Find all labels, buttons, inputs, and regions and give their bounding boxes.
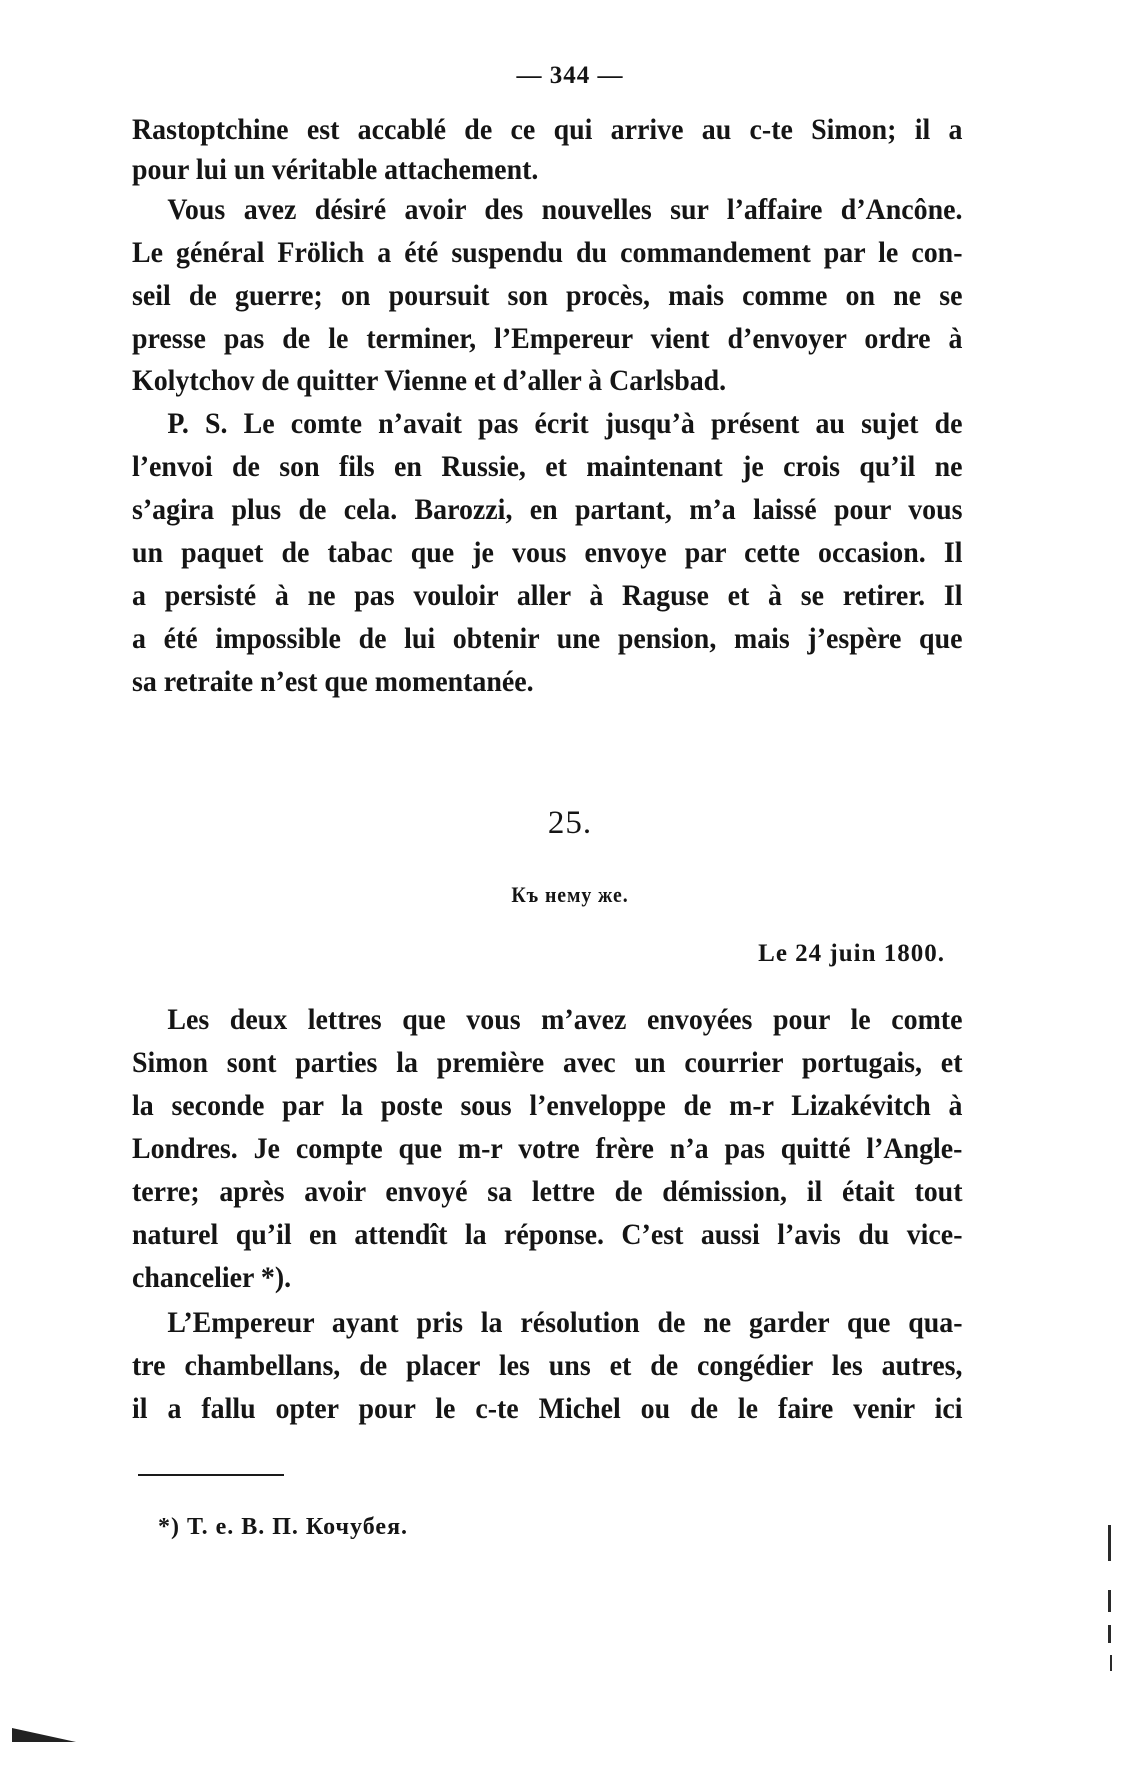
footnote-divider xyxy=(138,1474,284,1476)
text-line: L’Empereur ayant pris la résolution de ne garder que qua- xyxy=(167,1306,963,1339)
text-line: Vous avez désiré avoir des nouvelles sur l’affaire d’Ancône. xyxy=(167,193,963,226)
footnote: *) Т. е. В. П. Кочубея. xyxy=(158,1514,409,1540)
text-line: a été impossible de lui obtenir une pension, mais j’espère que xyxy=(132,622,963,655)
scan-artifact-mark xyxy=(1110,1655,1112,1671)
text-line: l’envoi de son fils en Russie, et maintenant je crois qu’il ne xyxy=(132,450,963,483)
scan-corner-artifact xyxy=(12,1728,76,1742)
text-line: un paquet de tabac que je vous envoye par cette occasion. Il xyxy=(132,536,963,569)
text-line: seil de guerre; on poursuit son procès, mais comme on ne se xyxy=(132,279,963,312)
text-line: s’agira plus de cela. Barozzi, en partant, m’a laissé pour vous xyxy=(132,493,963,526)
text-line: Les deux lettres que vous m’avez envoyées pour le comte xyxy=(167,1003,963,1036)
text-line: Kolytchov de quitter Vienne et d’aller à Carlsbad. xyxy=(132,364,727,397)
letter-date: Le 24 juin 1800. xyxy=(758,940,945,967)
text-line: naturel qu’il en attendît la réponse. C’est aussi l’avis du vice- xyxy=(132,1218,963,1251)
text-line: la seconde par la poste sous l’enveloppe de m-r Lizakévitch à xyxy=(132,1089,963,1122)
text-line: tre chambellans, de placer les uns et de congédier les autres, xyxy=(132,1349,963,1382)
text-line: Le général Frölich a été suspendu du commandement par le con- xyxy=(132,236,963,269)
scan-artifact-mark xyxy=(1108,1590,1111,1612)
text-line: Simon sont parties la première avec un courrier portugais, et xyxy=(132,1046,963,1079)
scan-artifact-mark xyxy=(1108,1625,1111,1643)
letter-heading: Къ нему же. xyxy=(511,882,629,907)
text-line: chancelier *). xyxy=(132,1261,292,1294)
text-line: Rastoptchine est accablé de ce qui arrive au c-te Simon; il a xyxy=(132,113,963,146)
text-line: terre; après avoir envoyé sa lettre de démission, il était tout xyxy=(132,1175,963,1208)
page-number: — 344 — xyxy=(516,62,624,89)
text-line: presse pas de le terminer, l’Empereur vient d’envoyer ordre à xyxy=(132,322,963,355)
text-line: a persisté à ne pas vouloir aller à Raguse et à se retirer. Il xyxy=(132,579,963,612)
text-line: pour lui un véritable attachement. xyxy=(132,153,539,186)
text-line: il a fallu opter pour le c-te Michel ou de le faire venir ici xyxy=(132,1392,963,1425)
letter-number: 25. xyxy=(547,805,593,841)
scan-artifact-mark xyxy=(1108,1525,1111,1561)
text-line: Londres. Je compte que m-r votre frère n’a pas quitté l’Angle- xyxy=(132,1132,963,1165)
text-line: P. S. Le comte n’avait pas écrit jusqu’à présent au sujet de xyxy=(167,407,963,440)
text-line: sa retraite n’est que momentanée. xyxy=(132,665,534,698)
